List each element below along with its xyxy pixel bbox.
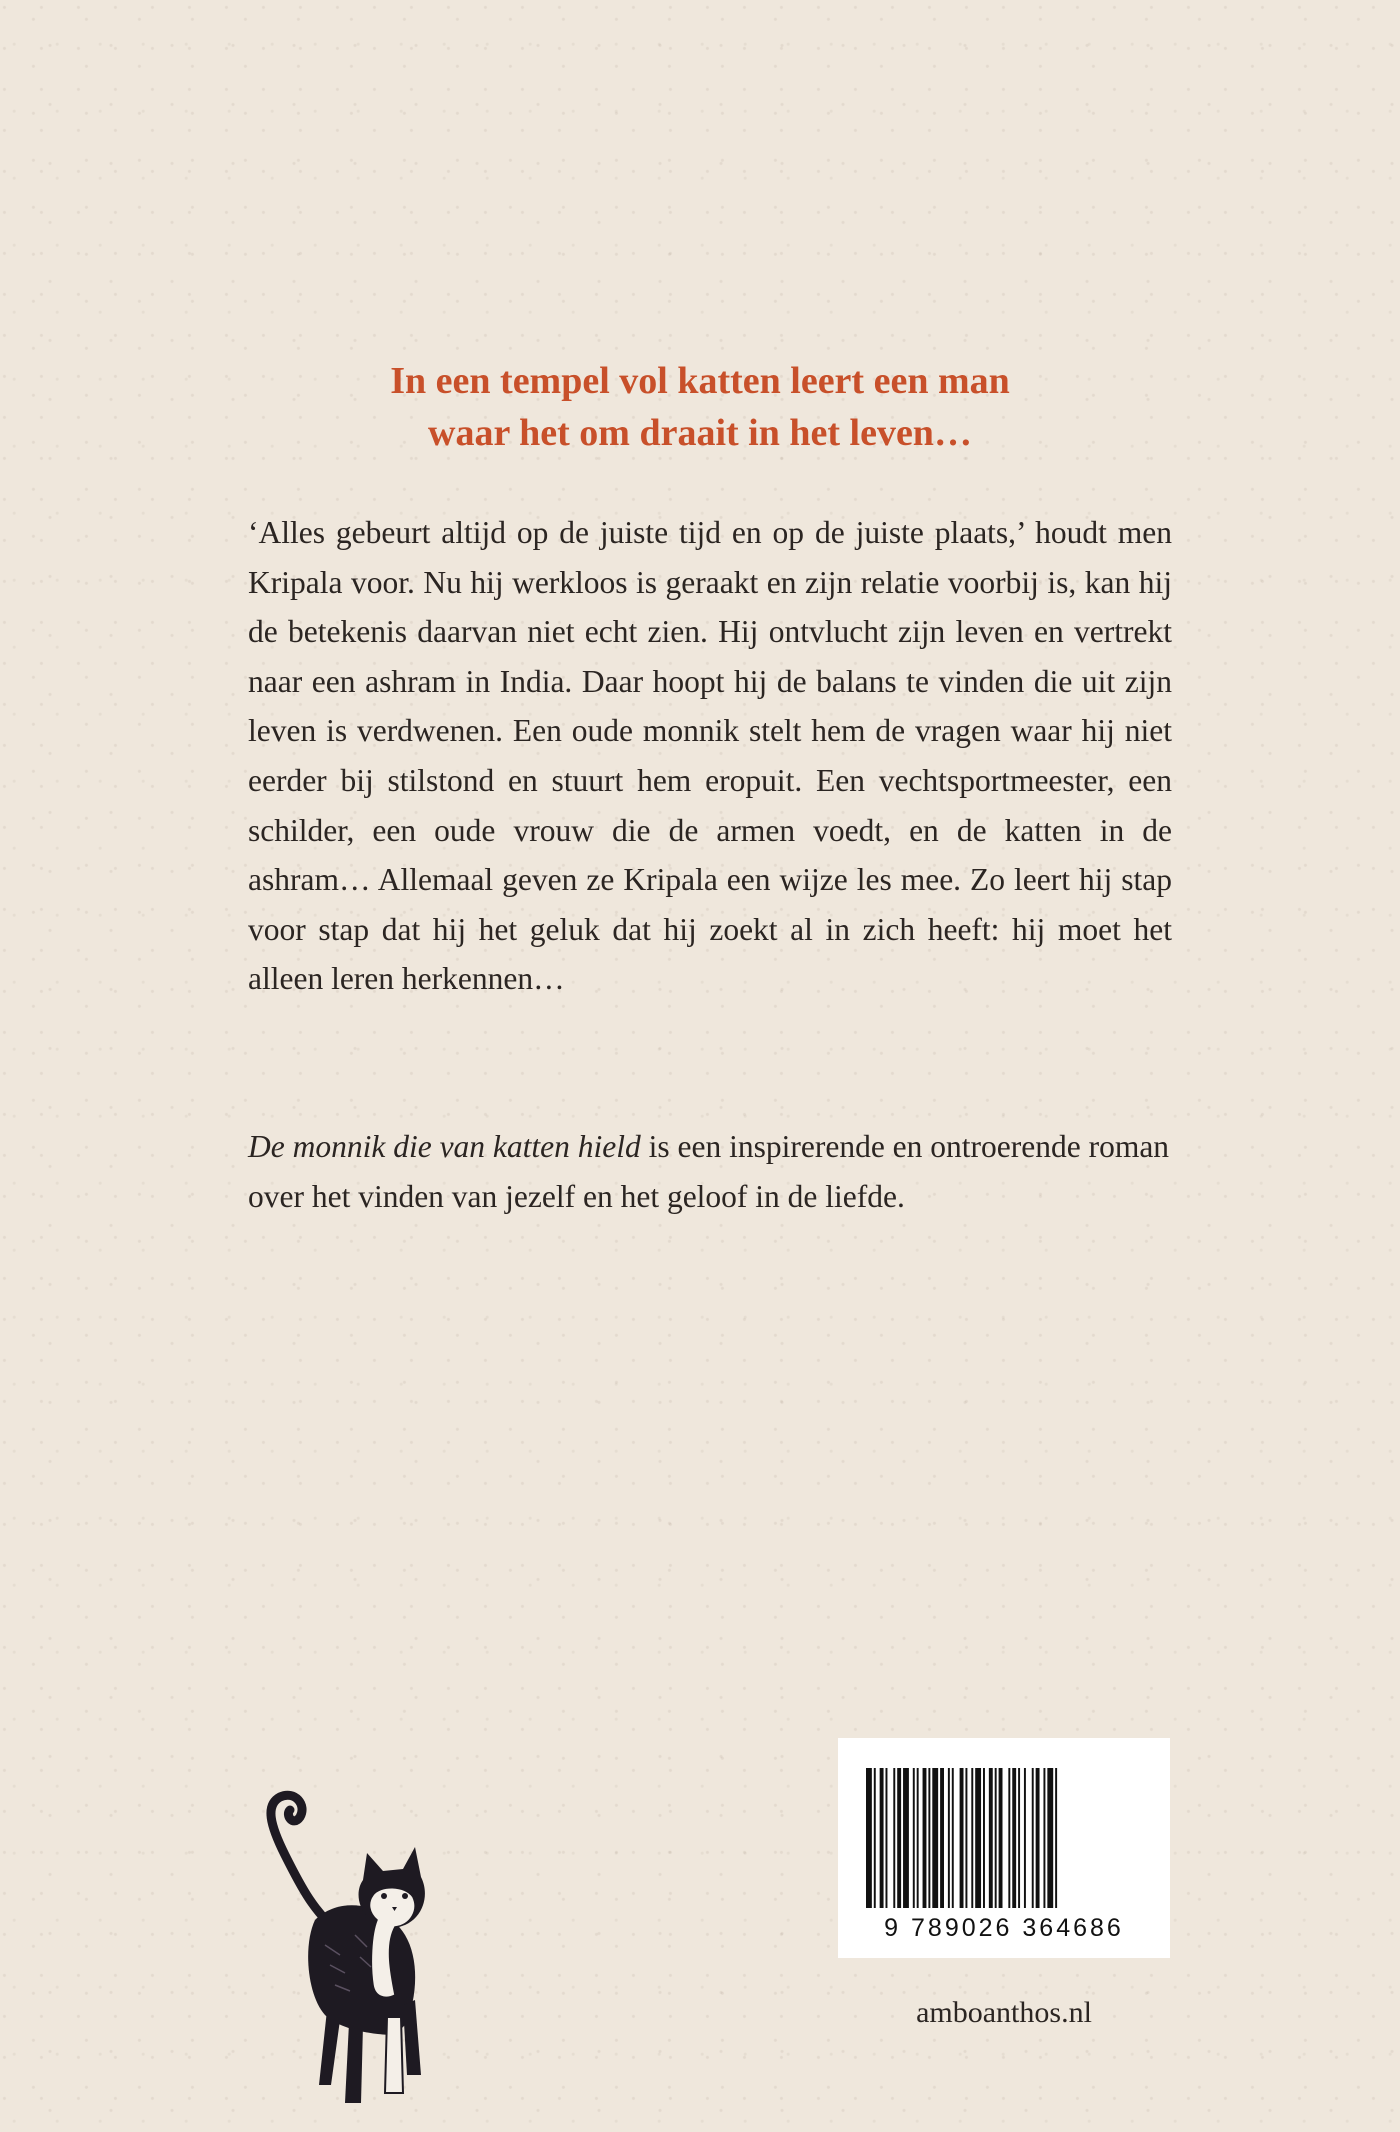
barcode-bar (952, 1768, 954, 1908)
barcode-panel (838, 1738, 1170, 1958)
barcode-bar (913, 1768, 915, 1908)
barcode-bar (995, 1768, 997, 1908)
tagline (0, 355, 1400, 459)
barcode-bar (940, 1768, 944, 1908)
closing-text: is een inspirerende en ontroerende roman over het vinden van jezelf en het geloof in de liefde. (248, 1129, 1170, 1214)
barcode-bar (1008, 1768, 1010, 1908)
barcode-bar (866, 1768, 872, 1908)
isbn-number: 9 789026 364686 (884, 1914, 1124, 1942)
tagline-line-2: waar het om draait in het leven… (428, 412, 972, 454)
book-title: De monnik die van katten hield (248, 1129, 641, 1164)
cat-illustration (245, 1785, 445, 2125)
barcode-bar (928, 1768, 930, 1908)
barcode-bar (975, 1768, 981, 1908)
barcode-bar (971, 1768, 973, 1908)
barcode-bar (1032, 1768, 1034, 1908)
barcode-bar (903, 1768, 909, 1908)
barcode-bar (1024, 1768, 1026, 1908)
barcode-bar (874, 1768, 876, 1908)
barcode-bar (948, 1768, 950, 1908)
barcode-bar (1043, 1768, 1045, 1908)
barcode-bar (1018, 1768, 1020, 1908)
barcode-bar (989, 1768, 993, 1908)
barcode-bar (1012, 1768, 1016, 1908)
barcode-bar (886, 1768, 888, 1908)
barcode-bar (983, 1768, 985, 1908)
barcode-bar (923, 1768, 927, 1908)
closing-paragraph (248, 1122, 1172, 1221)
barcode-bar (1036, 1768, 1040, 1908)
publisher-website[interactable]: amboanthos.nl (916, 1996, 1092, 2029)
barcode-bar (1055, 1768, 1057, 1908)
barcode-bar (999, 1768, 1003, 1908)
barcode-bar (932, 1768, 938, 1908)
barcode-bar (880, 1768, 884, 1908)
barcode-bar (917, 1768, 919, 1908)
barcode-bar (960, 1768, 964, 1908)
tagline-line-1: In een tempel vol katten leert een man (390, 360, 1010, 402)
barcode-bar (965, 1768, 967, 1908)
barcode-bar (897, 1768, 901, 1908)
blurb-text: ‘Alles gebeurt altijd op de juiste tijd en op de juiste plaats,’ houdt men Kripala voor. Nu hij werkloos is geraakt en zijn relatie voorbij is, kan hij de betekenis daarvan niet echt zien. Hij ontvlucht zijn leven en vertrekt naar een ashram in India. Daar hoopt hij de balans te vinden die uit zijn leven is verdwenen. Een oude monnik stelt hem de vragen waar hij niet eerder bij stilstond en stuurt hem eropuit. Een vechtsportmeester, een schilder, een oude vrouw die de armen voedt, en de katten in de ashram… Allemaal geven ze Kripala een wijze les mee. Zo leert hij stap voor stap dat hij het geluk dat hij zoekt al in zich heeft: hij moet het alleen leren herkennen… (248, 515, 1172, 997)
barcode-bar (1047, 1768, 1053, 1908)
barcode (858, 1768, 1150, 1918)
barcode-bar (893, 1768, 895, 1908)
